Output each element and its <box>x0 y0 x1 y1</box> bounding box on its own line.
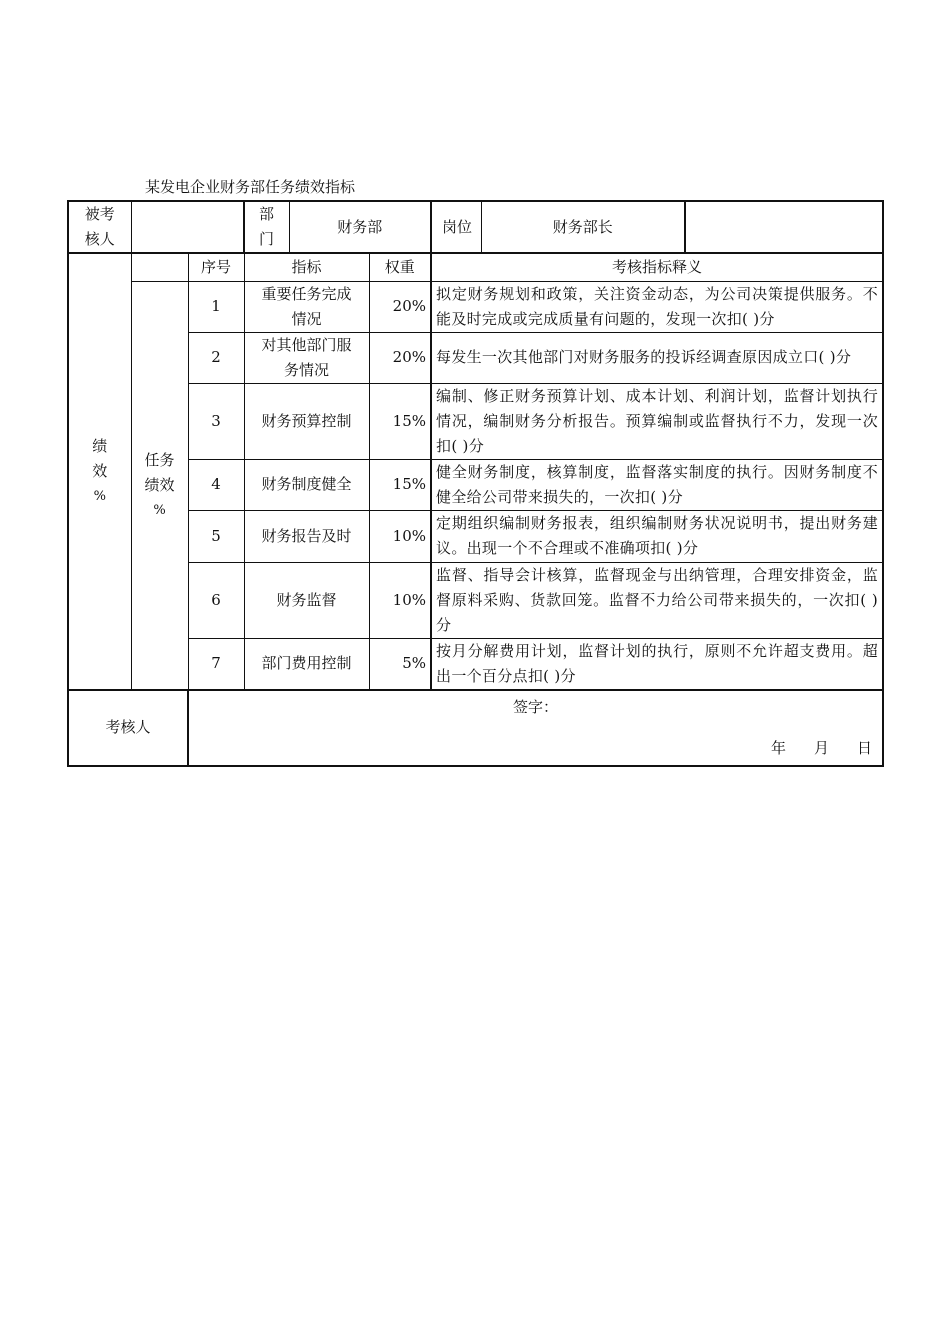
header-blank-cell <box>685 201 883 253</box>
row-explanation: 定期组织编制财务报表，组织编制财务状况说明书，提出财务建议。出现一个不合理或不准确项扣( )分 <box>431 510 883 562</box>
signature-date <box>771 736 872 761</box>
table-row <box>68 459 883 510</box>
assessee-value <box>131 201 244 253</box>
row-indicator: 重要任务完成情况 <box>244 281 369 332</box>
table-row <box>68 383 883 459</box>
col-header-weight: 权重 <box>369 253 431 281</box>
subgroup-header-blank <box>131 253 188 281</box>
date-month: 月 <box>813 738 829 757</box>
row-explanation: 拟定财务规划和政策，关注资金动态，为公司决策提供服务。不能及时完成或完成质量有问题的，发现一次扣( )分 <box>431 281 883 332</box>
row-indicator: 对其他部门服务情况 <box>244 332 369 383</box>
col-header-indicator: 指标 <box>244 253 369 281</box>
col-header-seq: 序号 <box>188 253 244 281</box>
table-row <box>68 332 883 383</box>
row-explanation: 每发生一次其他部门对财务服务的投诉经调查原因成立口( )分 <box>431 332 883 383</box>
row-indicator: 财务报告及时 <box>244 510 369 562</box>
row-weight: 20% <box>369 281 431 332</box>
signature-area <box>188 690 883 766</box>
post-label: 岗位 <box>431 201 481 253</box>
row-explanation: 健全财务制度，核算制度，监督落实制度的执行。因财务制度不健全给公司带来损失的，一次扣( )分 <box>431 459 883 510</box>
row-seq: 5 <box>188 510 244 562</box>
dept-value: 财务部 <box>289 201 431 253</box>
assessor-label: 考核人 <box>68 690 188 766</box>
row-seq: 1 <box>188 281 244 332</box>
row-seq: 3 <box>188 383 244 459</box>
row-explanation: 编制、修正财务预算计划、成本计划、利润计划，监督计划执行情况，编制财务分析报告。预算编制或监督执行不力，发现一次扣( )分 <box>431 383 883 459</box>
table-row <box>68 510 883 562</box>
row-weight: 10% <box>369 562 431 638</box>
column-header-row <box>68 253 883 281</box>
row-seq: 7 <box>188 638 244 690</box>
row-weight: 15% <box>369 459 431 510</box>
row-weight: 5% <box>369 638 431 690</box>
table-row <box>68 562 883 638</box>
row-weight: 15% <box>369 383 431 459</box>
row-explanation: 监督、指导会计核算，监督现金与出纳管理，合理安排资金，监督原料采购、货款回笼。监督不力给公司带来损失的，一次扣( )分 <box>431 562 883 638</box>
row-indicator: 财务监督 <box>244 562 369 638</box>
performance-group-label: 绩 效 % <box>68 253 131 690</box>
document-title: 某发电企业财务部任务绩效指标 <box>145 178 356 196</box>
row-weight: 10% <box>369 510 431 562</box>
date-year: 年 <box>770 738 786 757</box>
col-header-explanation: 考核指标释义 <box>431 253 883 281</box>
header-row <box>68 201 883 253</box>
row-explanation: 按月分解费用计划，监督计划的执行，原则不允许超支费用。超出一个百分点扣( )分 <box>431 638 883 690</box>
row-weight: 20% <box>369 332 431 383</box>
assessee-label: 被考 核人 <box>68 201 131 253</box>
row-seq: 6 <box>188 562 244 638</box>
signature-label: 签字： <box>513 697 559 716</box>
dept-label: 部 门 <box>244 201 289 253</box>
table-row <box>68 281 883 332</box>
row-indicator: 财务预算控制 <box>244 383 369 459</box>
table-row <box>68 638 883 690</box>
date-day: 日 <box>857 738 873 757</box>
row-indicator: 部门费用控制 <box>244 638 369 690</box>
row-seq: 2 <box>188 332 244 383</box>
footer-row <box>68 690 883 766</box>
task-group-label: 任务 绩效 % <box>131 281 188 690</box>
row-seq: 4 <box>188 459 244 510</box>
row-indicator: 财务制度健全 <box>244 459 369 510</box>
post-value: 财务部长 <box>481 201 685 253</box>
performance-table <box>67 200 884 767</box>
